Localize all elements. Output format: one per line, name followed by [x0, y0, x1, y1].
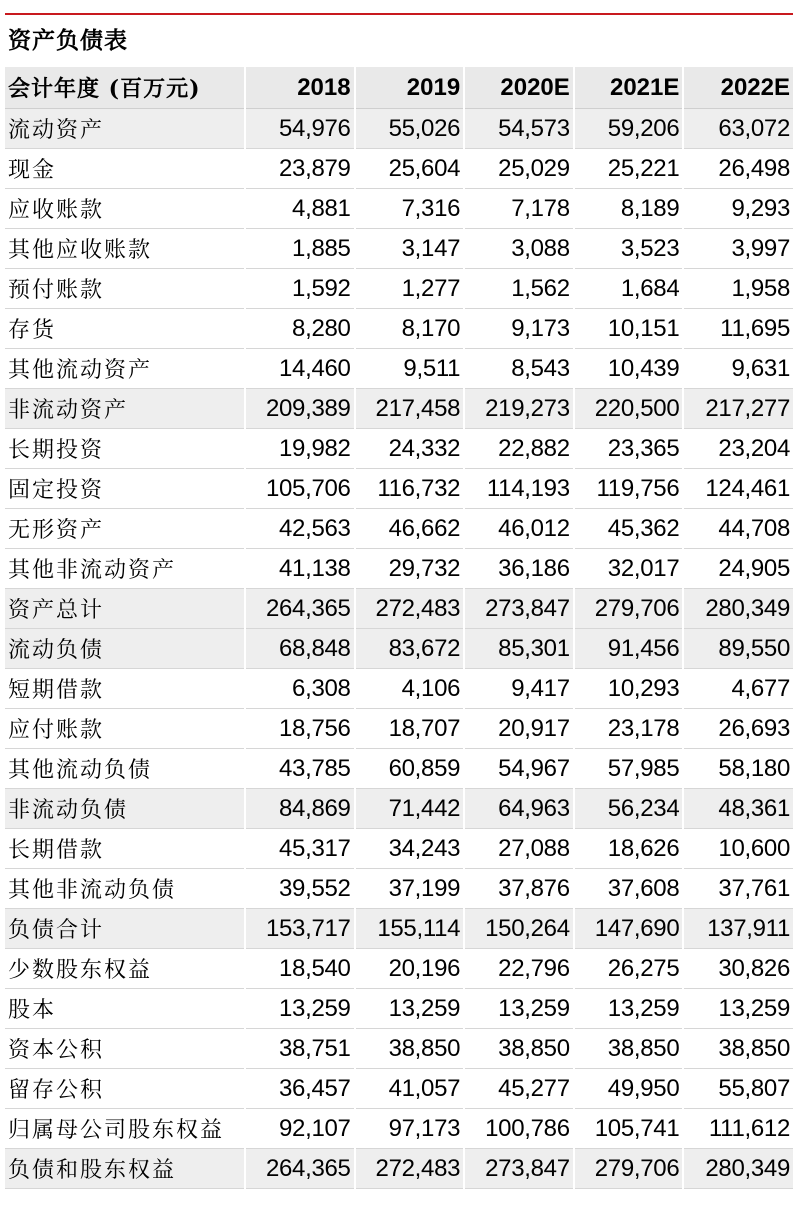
row-value: 55,807	[683, 1069, 793, 1109]
row-value: 19,982	[245, 429, 355, 469]
row-value: 280,349	[683, 1149, 793, 1189]
row-value: 147,690	[574, 909, 684, 949]
row-value: 18,707	[355, 709, 465, 749]
row-value: 23,879	[245, 149, 355, 189]
header-year: 2022E	[683, 67, 793, 109]
row-value: 10,439	[574, 349, 684, 389]
row-value: 22,882	[464, 429, 574, 469]
row-value: 10,600	[683, 829, 793, 869]
row-value: 39,552	[245, 869, 355, 909]
row-value: 1,684	[574, 269, 684, 309]
row-label: 流动资产	[5, 109, 245, 149]
row-value: 220,500	[574, 389, 684, 429]
row-value: 23,365	[574, 429, 684, 469]
table-row	[5, 509, 793, 549]
row-value: 105,706	[245, 469, 355, 509]
row-value: 46,662	[355, 509, 465, 549]
row-value: 57,985	[574, 749, 684, 789]
row-value: 264,365	[245, 1149, 355, 1189]
table-row	[5, 949, 793, 989]
header-year: 2019	[355, 67, 465, 109]
row-value: 37,199	[355, 869, 465, 909]
row-value: 55,026	[355, 109, 465, 149]
row-value: 38,850	[464, 1029, 574, 1069]
row-label: 其他应收账款	[5, 229, 245, 269]
row-value: 272,483	[355, 589, 465, 629]
row-value: 116,732	[355, 469, 465, 509]
row-label: 负债合计	[5, 909, 245, 949]
row-value: 10,293	[574, 669, 684, 709]
row-value: 25,604	[355, 149, 465, 189]
row-value: 9,511	[355, 349, 465, 389]
row-value: 8,170	[355, 309, 465, 349]
row-value: 3,088	[464, 229, 574, 269]
row-value: 13,259	[683, 989, 793, 1029]
table-row	[5, 189, 793, 229]
row-value: 9,173	[464, 309, 574, 349]
row-value: 114,193	[464, 469, 574, 509]
table-header-row	[5, 67, 793, 109]
row-value: 42,563	[245, 509, 355, 549]
row-value: 217,277	[683, 389, 793, 429]
row-value: 41,057	[355, 1069, 465, 1109]
row-value: 8,189	[574, 189, 684, 229]
row-value: 71,442	[355, 789, 465, 829]
row-value: 13,259	[245, 989, 355, 1029]
row-label: 预付账款	[5, 269, 245, 309]
row-value: 13,259	[464, 989, 574, 1029]
row-value: 14,460	[245, 349, 355, 389]
table-row	[5, 1069, 793, 1109]
row-value: 9,631	[683, 349, 793, 389]
row-value: 58,180	[683, 749, 793, 789]
row-value: 26,693	[683, 709, 793, 749]
row-value: 9,293	[683, 189, 793, 229]
row-value: 23,178	[574, 709, 684, 749]
row-value: 13,259	[574, 989, 684, 1029]
header-year: 2020E	[464, 67, 574, 109]
table-row	[5, 429, 793, 469]
row-label: 长期借款	[5, 829, 245, 869]
row-value: 8,280	[245, 309, 355, 349]
row-value: 46,012	[464, 509, 574, 549]
row-value: 23,204	[683, 429, 793, 469]
row-value: 38,850	[574, 1029, 684, 1069]
row-value: 150,264	[464, 909, 574, 949]
row-label: 留存公积	[5, 1069, 245, 1109]
table-row	[5, 309, 793, 349]
table-row	[5, 869, 793, 909]
row-value: 25,221	[574, 149, 684, 189]
table-body	[5, 109, 793, 1189]
row-label: 非流动负债	[5, 789, 245, 829]
row-value: 18,540	[245, 949, 355, 989]
row-value: 84,869	[245, 789, 355, 829]
row-label: 流动负债	[5, 629, 245, 669]
table-row	[5, 109, 793, 149]
row-value: 97,173	[355, 1109, 465, 1149]
row-value: 43,785	[245, 749, 355, 789]
row-value: 4,677	[683, 669, 793, 709]
header-year: 2018	[245, 67, 355, 109]
row-value: 68,848	[245, 629, 355, 669]
row-value: 273,847	[464, 1149, 574, 1189]
table-row	[5, 469, 793, 509]
row-value: 41,138	[245, 549, 355, 589]
row-value: 18,756	[245, 709, 355, 749]
table-row	[5, 149, 793, 189]
row-value: 279,706	[574, 589, 684, 629]
row-value: 54,976	[245, 109, 355, 149]
row-value: 273,847	[464, 589, 574, 629]
row-value: 4,106	[355, 669, 465, 709]
row-value: 63,072	[683, 109, 793, 149]
row-value: 3,997	[683, 229, 793, 269]
table-row	[5, 1029, 793, 1069]
header-fiscal-year-label: 会计年度 (百万元)	[5, 67, 245, 109]
row-value: 26,498	[683, 149, 793, 189]
row-label: 应收账款	[5, 189, 245, 229]
row-value: 10,151	[574, 309, 684, 349]
table-row	[5, 989, 793, 1029]
row-label: 固定投资	[5, 469, 245, 509]
row-value: 1,562	[464, 269, 574, 309]
row-value: 29,732	[355, 549, 465, 589]
row-label: 非流动资产	[5, 389, 245, 429]
row-value: 137,911	[683, 909, 793, 949]
table-row	[5, 549, 793, 589]
row-value: 124,461	[683, 469, 793, 509]
row-label: 现金	[5, 149, 245, 189]
top-red-rule	[5, 13, 793, 15]
table-row	[5, 389, 793, 429]
row-value: 37,876	[464, 869, 574, 909]
row-value: 3,147	[355, 229, 465, 269]
row-value: 38,850	[683, 1029, 793, 1069]
table-row	[5, 789, 793, 829]
table-row	[5, 709, 793, 749]
row-value: 8,543	[464, 349, 574, 389]
row-label: 无形资产	[5, 509, 245, 549]
row-value: 89,550	[683, 629, 793, 669]
row-value: 91,456	[574, 629, 684, 669]
row-value: 9,417	[464, 669, 574, 709]
row-value: 92,107	[245, 1109, 355, 1149]
row-value: 54,573	[464, 109, 574, 149]
row-label: 归属母公司股东权益	[5, 1109, 245, 1149]
row-value: 1,592	[245, 269, 355, 309]
row-value: 24,905	[683, 549, 793, 589]
row-value: 7,316	[355, 189, 465, 229]
row-value: 7,178	[464, 189, 574, 229]
table-row	[5, 229, 793, 269]
row-value: 155,114	[355, 909, 465, 949]
row-label: 负债和股东权益	[5, 1149, 245, 1189]
table-row	[5, 589, 793, 629]
row-value: 100,786	[464, 1109, 574, 1149]
row-label: 短期借款	[5, 669, 245, 709]
row-value: 83,672	[355, 629, 465, 669]
table-row	[5, 909, 793, 949]
row-value: 36,457	[245, 1069, 355, 1109]
row-value: 38,850	[355, 1029, 465, 1069]
table-row	[5, 749, 793, 789]
header-year: 2021E	[574, 67, 684, 109]
row-value: 11,695	[683, 309, 793, 349]
row-value: 279,706	[574, 1149, 684, 1189]
page-title: 资产负债表	[8, 27, 128, 54]
row-label: 资本公积	[5, 1029, 245, 1069]
table-row	[5, 829, 793, 869]
table-row	[5, 669, 793, 709]
row-label: 存货	[5, 309, 245, 349]
row-value: 105,741	[574, 1109, 684, 1149]
row-value: 32,017	[574, 549, 684, 589]
table-row	[5, 349, 793, 389]
row-value: 49,950	[574, 1069, 684, 1109]
row-value: 56,234	[574, 789, 684, 829]
row-value: 27,088	[464, 829, 574, 869]
row-value: 45,362	[574, 509, 684, 549]
row-value: 18,626	[574, 829, 684, 869]
row-value: 4,881	[245, 189, 355, 229]
table-row	[5, 269, 793, 309]
row-value: 36,186	[464, 549, 574, 589]
row-value: 111,612	[683, 1109, 793, 1149]
row-value: 37,761	[683, 869, 793, 909]
row-value: 209,389	[245, 389, 355, 429]
row-value: 22,796	[464, 949, 574, 989]
row-value: 37,608	[574, 869, 684, 909]
row-value: 280,349	[683, 589, 793, 629]
row-value: 13,259	[355, 989, 465, 1029]
row-label: 其他流动资产	[5, 349, 245, 389]
row-label: 其他非流动负债	[5, 869, 245, 909]
row-label: 资产总计	[5, 589, 245, 629]
row-label: 其他流动负债	[5, 749, 245, 789]
row-value: 25,029	[464, 149, 574, 189]
row-label: 其他非流动资产	[5, 549, 245, 589]
row-value: 44,708	[683, 509, 793, 549]
row-value: 48,361	[683, 789, 793, 829]
row-value: 85,301	[464, 629, 574, 669]
row-value: 119,756	[574, 469, 684, 509]
table-row	[5, 1109, 793, 1149]
row-value: 219,273	[464, 389, 574, 429]
row-value: 217,458	[355, 389, 465, 429]
row-value: 60,859	[355, 749, 465, 789]
row-value: 45,317	[245, 829, 355, 869]
row-value: 34,243	[355, 829, 465, 869]
row-value: 3,523	[574, 229, 684, 269]
row-label: 股本	[5, 989, 245, 1029]
table-row	[5, 1149, 793, 1189]
row-label: 长期投资	[5, 429, 245, 469]
row-value: 1,277	[355, 269, 465, 309]
row-label: 应付账款	[5, 709, 245, 749]
row-value: 64,963	[464, 789, 574, 829]
row-value: 38,751	[245, 1029, 355, 1069]
row-value: 1,885	[245, 229, 355, 269]
row-value: 1,958	[683, 269, 793, 309]
row-value: 24,332	[355, 429, 465, 469]
row-value: 54,967	[464, 749, 574, 789]
row-value: 59,206	[574, 109, 684, 149]
row-value: 272,483	[355, 1149, 465, 1189]
row-value: 264,365	[245, 589, 355, 629]
row-value: 30,826	[683, 949, 793, 989]
row-value: 6,308	[245, 669, 355, 709]
row-value: 26,275	[574, 949, 684, 989]
table-row	[5, 629, 793, 669]
row-label: 少数股东权益	[5, 949, 245, 989]
balance-sheet-table	[5, 67, 793, 1189]
row-value: 20,917	[464, 709, 574, 749]
row-value: 20,196	[355, 949, 465, 989]
row-value: 45,277	[464, 1069, 574, 1109]
row-value: 153,717	[245, 909, 355, 949]
